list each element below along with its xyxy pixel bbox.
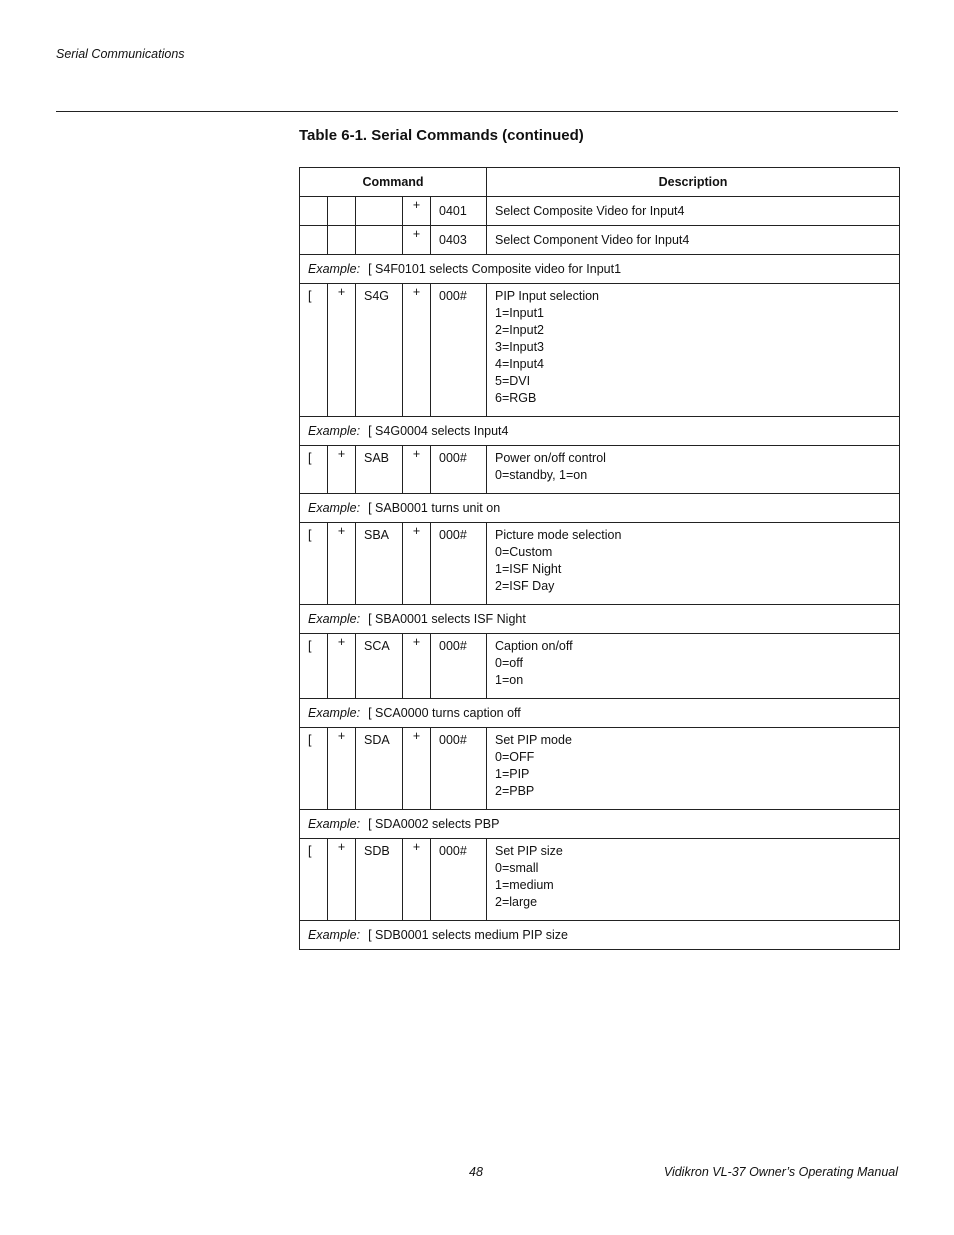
example-text: [ SDA0002 selects PBP xyxy=(368,816,500,831)
description-option: 1=on xyxy=(495,673,524,687)
description-option: 0=standby, 1=on xyxy=(495,468,588,482)
command-part-1: [ xyxy=(300,446,328,494)
description-cell xyxy=(487,197,900,226)
example-cell xyxy=(300,810,900,839)
command-part-2: + xyxy=(328,634,356,699)
command-row xyxy=(300,634,900,699)
example-label: Example: xyxy=(308,261,361,276)
description-title: Select Component Video for Input4 xyxy=(495,233,690,247)
command-row xyxy=(300,523,900,605)
command-part-5: 000# xyxy=(431,839,487,921)
example-row xyxy=(300,255,900,284)
command-row xyxy=(300,446,900,494)
description-title: Set PIP mode xyxy=(495,733,572,747)
command-part-3: SDB xyxy=(356,839,403,921)
command-part-3 xyxy=(356,197,403,226)
description-option: 0=Custom xyxy=(495,545,553,559)
example-label: Example: xyxy=(308,927,361,942)
description-cell xyxy=(487,839,900,921)
description-option: 5=DVI xyxy=(495,374,531,388)
command-part-1: [ xyxy=(300,839,328,921)
example-cell xyxy=(300,699,900,728)
command-part-4: + xyxy=(403,523,431,605)
command-part-2: + xyxy=(328,728,356,810)
description-title: Set PIP size xyxy=(495,844,563,858)
example-label: Example: xyxy=(308,705,361,720)
description-option: 4=Input4 xyxy=(495,357,545,371)
command-part-1: [ xyxy=(300,728,328,810)
example-row xyxy=(300,921,900,950)
manual-title: Vidikron VL-37 Owner’s Operating Manual xyxy=(663,1165,898,1179)
command-part-5: 000# xyxy=(431,634,487,699)
command-row xyxy=(300,839,900,921)
description-title: Caption on/off xyxy=(495,639,573,653)
command-part-1: [ xyxy=(300,523,328,605)
command-part-3: SBA xyxy=(356,523,403,605)
description-option: 0=off xyxy=(495,656,523,670)
example-label: Example: xyxy=(308,611,361,626)
description-cell xyxy=(487,523,900,605)
command-part-4: + xyxy=(403,226,431,255)
command-part-2 xyxy=(328,226,356,255)
column-header-description: Description xyxy=(487,168,900,197)
table-title: Table 6-1. Serial Commands (continued) xyxy=(299,127,584,144)
description-title: Select Composite Video for Input4 xyxy=(495,204,685,218)
command-part-2 xyxy=(328,197,356,226)
description-title: PIP Input selection xyxy=(495,289,600,303)
description-option: 3=Input3 xyxy=(495,340,545,354)
command-part-3: S4G xyxy=(356,284,403,417)
command-part-3: SDA xyxy=(356,728,403,810)
command-part-1: [ xyxy=(300,634,328,699)
command-row xyxy=(300,197,900,226)
description-option: 1=medium xyxy=(495,878,554,892)
serial-commands-table xyxy=(299,167,900,950)
command-part-3: SAB xyxy=(356,446,403,494)
description-option: 1=PIP xyxy=(495,767,530,781)
description-option: 2=PBP xyxy=(495,784,535,798)
command-part-2: + xyxy=(328,284,356,417)
command-part-1 xyxy=(300,226,328,255)
description-option: 6=RGB xyxy=(495,391,537,405)
command-part-5: 000# xyxy=(431,728,487,810)
description-option: 1=Input1 xyxy=(495,306,545,320)
example-cell xyxy=(300,605,900,634)
command-part-5: 000# xyxy=(431,446,487,494)
description-option: 0=small xyxy=(495,861,539,875)
example-row xyxy=(300,605,900,634)
command-part-2: + xyxy=(328,523,356,605)
description-title: Power on/off control xyxy=(495,451,606,465)
description-cell xyxy=(487,728,900,810)
command-part-4: + xyxy=(403,839,431,921)
column-header-command: Command xyxy=(300,168,487,197)
table-header-row xyxy=(300,168,900,197)
command-part-5: 000# xyxy=(431,523,487,605)
description-option: 2=Input2 xyxy=(495,323,545,337)
example-label: Example: xyxy=(308,816,361,831)
command-part-4: + xyxy=(403,446,431,494)
command-part-2: + xyxy=(328,446,356,494)
command-row xyxy=(300,226,900,255)
example-cell xyxy=(300,417,900,446)
section-header: Serial Communications xyxy=(56,47,185,61)
example-cell xyxy=(300,494,900,523)
example-text: [ SDB0001 selects medium PIP size xyxy=(368,927,568,942)
command-row xyxy=(300,728,900,810)
description-option: 2=ISF Day xyxy=(495,579,555,593)
command-part-4: + xyxy=(403,634,431,699)
command-row xyxy=(300,284,900,417)
description-option: 0=OFF xyxy=(495,750,535,764)
example-cell xyxy=(300,255,900,284)
example-text: [ S4G0004 selects Input4 xyxy=(368,423,509,438)
command-part-4: + xyxy=(403,728,431,810)
command-part-3 xyxy=(356,226,403,255)
example-label: Example: xyxy=(308,423,361,438)
description-cell xyxy=(487,226,900,255)
description-title: Picture mode selection xyxy=(495,528,622,542)
command-part-5: 0403 xyxy=(431,226,487,255)
command-part-1 xyxy=(300,197,328,226)
example-row xyxy=(300,810,900,839)
example-row xyxy=(300,699,900,728)
command-part-4: + xyxy=(403,197,431,226)
example-row xyxy=(300,494,900,523)
description-option: 1=ISF Night xyxy=(495,562,562,576)
command-part-2: + xyxy=(328,839,356,921)
page-number: 48 xyxy=(469,1165,483,1179)
command-part-5: 000# xyxy=(431,284,487,417)
command-part-3: SCA xyxy=(356,634,403,699)
example-text: [ S4F0101 selects Composite video for Input1 xyxy=(368,261,622,276)
example-cell xyxy=(300,921,900,950)
description-cell xyxy=(487,446,900,494)
command-part-5: 0401 xyxy=(431,197,487,226)
example-text: [ SCA0000 turns caption off xyxy=(368,705,521,720)
description-cell xyxy=(487,284,900,417)
example-label: Example: xyxy=(308,500,361,515)
description-option: 2=large xyxy=(495,895,538,909)
description-cell xyxy=(487,634,900,699)
header-rule xyxy=(56,111,898,112)
example-text: [ SAB0001 turns unit on xyxy=(368,500,501,515)
table-body xyxy=(300,197,900,950)
example-row xyxy=(300,417,900,446)
example-text: [ SBA0001 selects ISF Night xyxy=(368,611,526,626)
command-part-1: [ xyxy=(300,284,328,417)
command-part-4: + xyxy=(403,284,431,417)
